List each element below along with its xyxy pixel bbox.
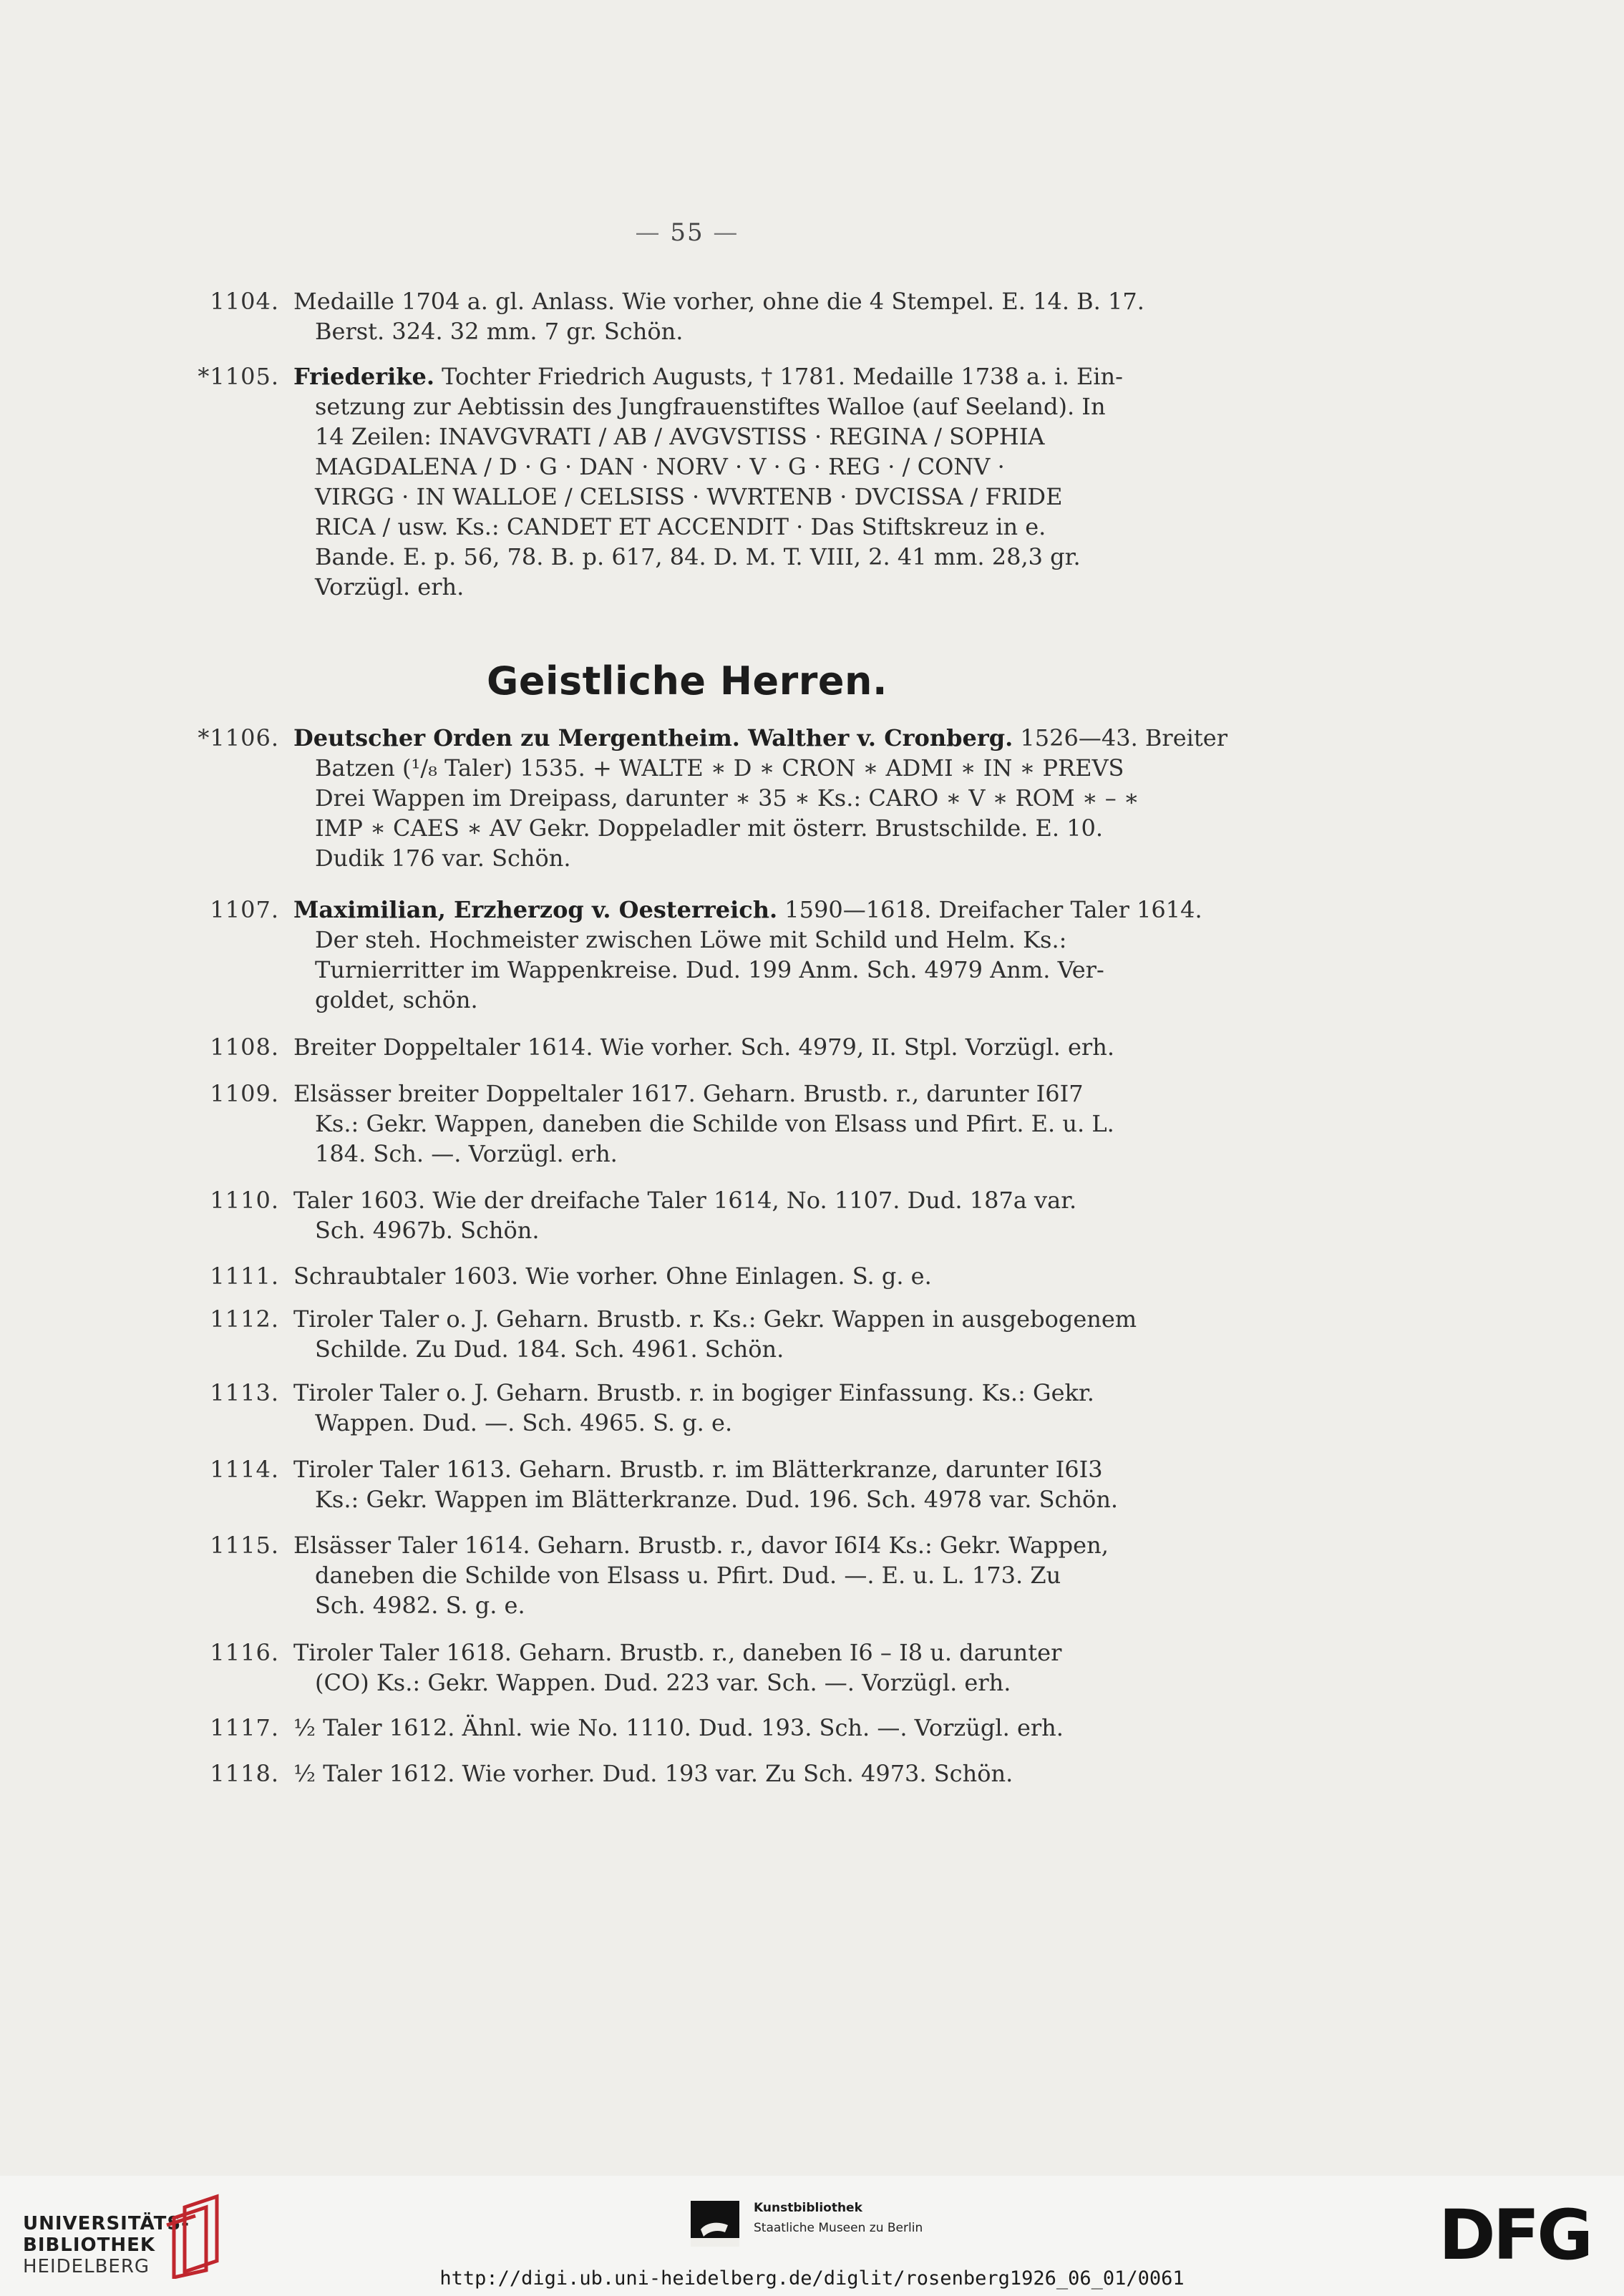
entry-text: Tiroler Taler 1613. Geharn. Brustb. r. im Blätterkranze, darunter I6I3 Ks.: Gekr. Wappen im Blätterkranze. Dud. 196. Sch. 4978 var. Schön. <box>293 1456 1119 1513</box>
entry-number: 1111. <box>210 1263 279 1290</box>
entry-text: Tiroler Taler 1618. Geharn. Brustb. r., daneben I6 – I8 u. darunter (CO) Ks.: Gekr. Wappen. Dud. 223 var. Sch. —. Vorzügl. erh. <box>293 1639 1062 1696</box>
entry-text: Tiroler Taler o. J. Geharn. Brustb. r. Ks.: Gekr. Wappen in ausgebogenem Schilde. Zu Dud. 184. Sch. 4961. Schön. <box>293 1305 1137 1363</box>
dfg-label: DFG <box>1439 2203 1591 2267</box>
entry-number: 1104. <box>210 288 279 315</box>
entry-text: Taler 1603. Wie der dreifache Taler 1614, No. 1107. Dud. 187a var. Sch. 4967b. Schön. <box>293 1187 1077 1244</box>
entry-number: *1106. <box>198 724 279 751</box>
entry-number: 1115. <box>210 1532 279 1559</box>
entry-number: 1112. <box>210 1305 279 1333</box>
entry-text: Medaille 1704 a. gl. Anlass. Wie vorher, ohne die 4 Stempel. E. 14. B. 17. Berst. 324. 32 mm. 7 gr. Schön. <box>293 288 1144 345</box>
page-number: — 55 — <box>635 218 739 247</box>
entry-text: Elsässer Taler 1614. Geharn. Brustb. r., davor I6I4 Ks.: Gekr. Wappen, daneben die Schilde von Elsass u. Pfirt. Dud. —. E. u. L. 173. Zu Sch. 4982. S. g. e. <box>293 1532 1109 1619</box>
entry-number: 1114. <box>210 1456 279 1483</box>
entry-number: 1108. <box>210 1033 279 1061</box>
source-url-link[interactable]: http://digi.ub.uni-heidelberg.de/diglit/rosenberg1926_06_01/0061 <box>439 2267 1185 2290</box>
entry-number: 1118. <box>210 1760 279 1787</box>
section-heading: Geistliche Herren. <box>487 658 888 704</box>
ubh-logo[interactable]: UNIVERSITÄTS- BIBLIOTHEK HEIDELBERG <box>23 2213 190 2277</box>
ubh-emblem-icon <box>163 2193 228 2279</box>
entry-text: ½ Taler 1612. Ähnl. wie No. 1110. Dud. 193. Sch. —. Vorzügl. erh. <box>293 1714 1064 1741</box>
entry-text: Deutscher Orden zu Mergentheim. Walther v. Cronberg. 1526—43. Breiter Batzen (¹/₈ Taler) 1535. + WALTE ∗ D ∗ CRON ∗ ADMI ∗ IN ∗ PREVS Drei Wappen im Dreipass, darunter ∗ 35 ∗ Ks.: CARO ∗ V ∗ ROM ∗ – ∗ IMP ∗ CAES ∗ AV Gekr. Doppeladler mit österr. Brustschilde. E. 10. Dudik 176 var. Schön. <box>293 724 1227 872</box>
entry-text: Schraubtaler 1603. Wie vorher. Ohne Einlagen. S. g. e. <box>293 1263 932 1290</box>
entry-text: Friederike. Tochter Friedrich Augusts, † 1781. Medaille 1738 a. i. Ein- setzung zur Aebtissin des Jungfrauenstiftes Walloe (auf Seeland). In 14 Zeilen: INAVGVRATI / AB / AVGVSTISS · REGINA / SOPHIA MAGDALENA / D · G · DAN · NORV · V · G · REG · / CONV · VIRGG · IN WALLOE / CELSISS · WVRTENB · DVCISSA / FRIDE RICA / usw. Ks.: CANDET ET ACCENDIT · Das Stiftskreuz in e. Bande. E. p. 56, 78. B. p. 617, 84. D. M. T. VIII, 2. 41 mm. 28,3 gr. Vorzügl. erh. <box>293 363 1123 600</box>
entry-text: Tiroler Taler o. J. Geharn. Brustb. r. in bogiger Einfassung. Ks.: Gekr. Wappen. Dud. —. Sch. 4965. S. g. e. <box>293 1379 1094 1436</box>
entry-number: *1105. <box>198 363 279 390</box>
entry-number: 1110. <box>210 1187 279 1214</box>
entry-lead: Friederike. <box>293 363 434 390</box>
entry-lead: Deutscher Orden zu Mergentheim. Walther v. Cronberg. <box>293 724 1013 751</box>
entry-number: 1107. <box>210 896 279 923</box>
entry-number: 1109. <box>210 1080 279 1107</box>
entry-number: 1116. <box>210 1639 279 1666</box>
entry-lead: Maximilian, Erzherzog v. Oesterreich. <box>293 896 778 923</box>
dfg-logo-icon[interactable] <box>1439 2203 1603 2267</box>
kunstbibliothek-emblem-icon <box>691 2201 739 2247</box>
entry-text: Elsässer breiter Doppeltaler 1617. Geharn. Brustb. r., darunter I6I7 Ks.: Gekr. Wappen, daneben die Schilde von Elsass und Pfirt. E. u. L. 184. Sch. —. Vorzügl. erh. <box>293 1080 1114 1167</box>
entry-number: 1117. <box>210 1714 279 1741</box>
entry-number: 1113. <box>210 1379 279 1406</box>
entry-text: Maximilian, Erzherzog v. Oesterreich. 1590—1618. Dreifacher Taler 1614. Der steh. Hochmeister zwischen Löwe mit Schild und Helm. Ks.: Turnierritter im Wappenkreise. Dud. 199 Anm. Sch. 4979 Anm. Ver- goldet, schön. <box>293 896 1202 1013</box>
entry-text: Breiter Doppeltaler 1614. Wie vorher. Sch. 4979, II. Stpl. Vorzügl. erh. <box>293 1033 1114 1061</box>
entry-text: ½ Taler 1612. Wie vorher. Dud. 193 var. Zu Sch. 4973. Schön. <box>293 1760 1013 1787</box>
